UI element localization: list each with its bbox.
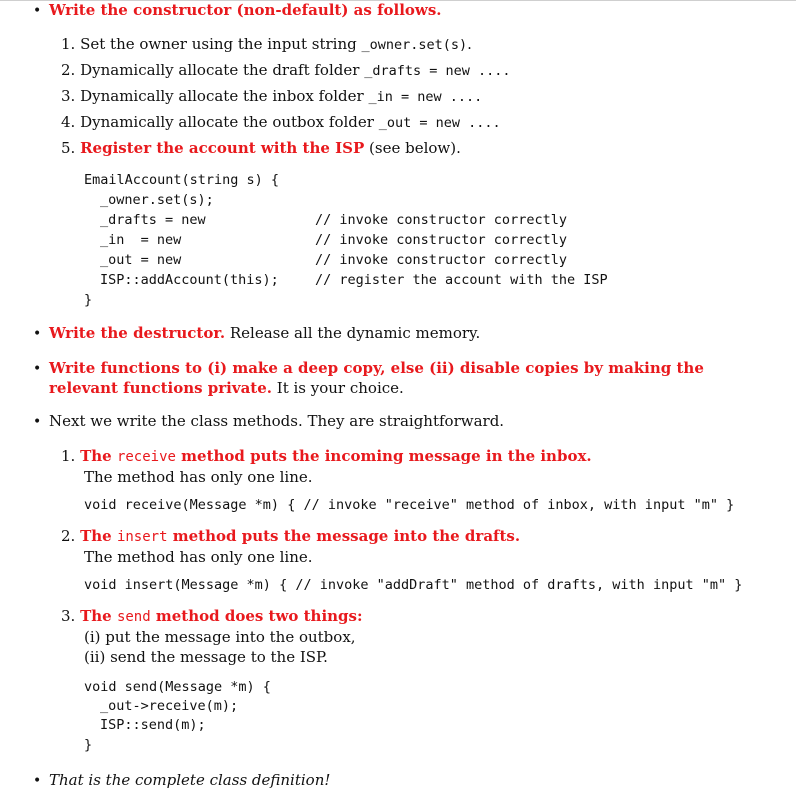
method-receive-code: void receive(Message *m) { // invoke "receive" method of inbox, with input "m" } <box>84 497 735 513</box>
code-line: } <box>84 737 93 753</box>
code-line: } <box>84 292 93 308</box>
code-line: ISP::send(m); <box>100 717 206 733</box>
method-send-note-1: (i) put the message into the outbox, <box>84 628 356 646</box>
bullet: • <box>33 773 42 789</box>
method-send-heading: 3. The send method does two things: <box>61 607 363 625</box>
method-insert-code: void insert(Message *m) { // invoke "addDraft" method of drafts, with input "m" } <box>84 577 743 593</box>
constructor-step-5: 5. Register the account with the ISP (see below). <box>61 139 461 157</box>
closing-note: That is the complete class definition! <box>49 771 331 789</box>
method-insert-note: The method has only one line. <box>84 548 313 566</box>
bullet: • <box>33 326 42 342</box>
code-comment: // invoke constructor correctly <box>315 232 567 248</box>
code-line: _in = new <box>100 232 182 248</box>
constructor-heading: Write the constructor (non-default) as follows. <box>49 1 442 19</box>
copies-line-1: Write functions to (i) make a deep copy, else (ii) disable copies by making the <box>49 359 704 377</box>
code-comment: // register the account with the ISP <box>315 272 608 288</box>
constructor-step-2: 2. Dynamically allocate the draft folder _drafts = new .... <box>61 61 511 79</box>
code-line: EmailAccount(string s) { <box>84 172 280 188</box>
constructor-step-4: 4. Dynamically allocate the outbox folder _out = new .... <box>61 113 501 131</box>
methods-intro: Next we write the class methods. They are straightforward. <box>49 412 505 430</box>
code-comment: // invoke constructor correctly <box>315 252 567 268</box>
method-send-note-2: (ii) send the message to the ISP. <box>84 648 328 666</box>
bullet: • <box>33 361 42 377</box>
code-line: _out = new <box>100 252 182 268</box>
method-receive-note: The method has only one line. <box>84 468 313 486</box>
code-line: ISP::addAccount(this); <box>100 272 279 288</box>
method-insert-heading: 2. The insert method puts the message into the drafts. <box>61 527 521 545</box>
constructor-step-1: 1. Set the owner using the input string _owner.set(s). <box>61 35 472 53</box>
constructor-step-3: 3. Dynamically allocate the inbox folder _in = new .... <box>61 87 483 105</box>
copies-line-2: relevant functions private. It is your choice. <box>49 379 404 397</box>
code-line: _drafts = new <box>100 212 206 228</box>
method-receive-heading: 1. The receive method puts the incoming message in the inbox. <box>61 447 592 465</box>
bullet: • <box>33 3 42 19</box>
code-comment: // invoke constructor correctly <box>315 212 567 228</box>
code-line: _owner.set(s); <box>100 192 214 208</box>
destructor-item: Write the destructor. Release all the dynamic memory. <box>49 324 481 342</box>
code-line: void send(Message *m) { <box>84 679 271 695</box>
bullet: • <box>33 414 42 430</box>
code-line: _out->receive(m); <box>100 698 239 714</box>
